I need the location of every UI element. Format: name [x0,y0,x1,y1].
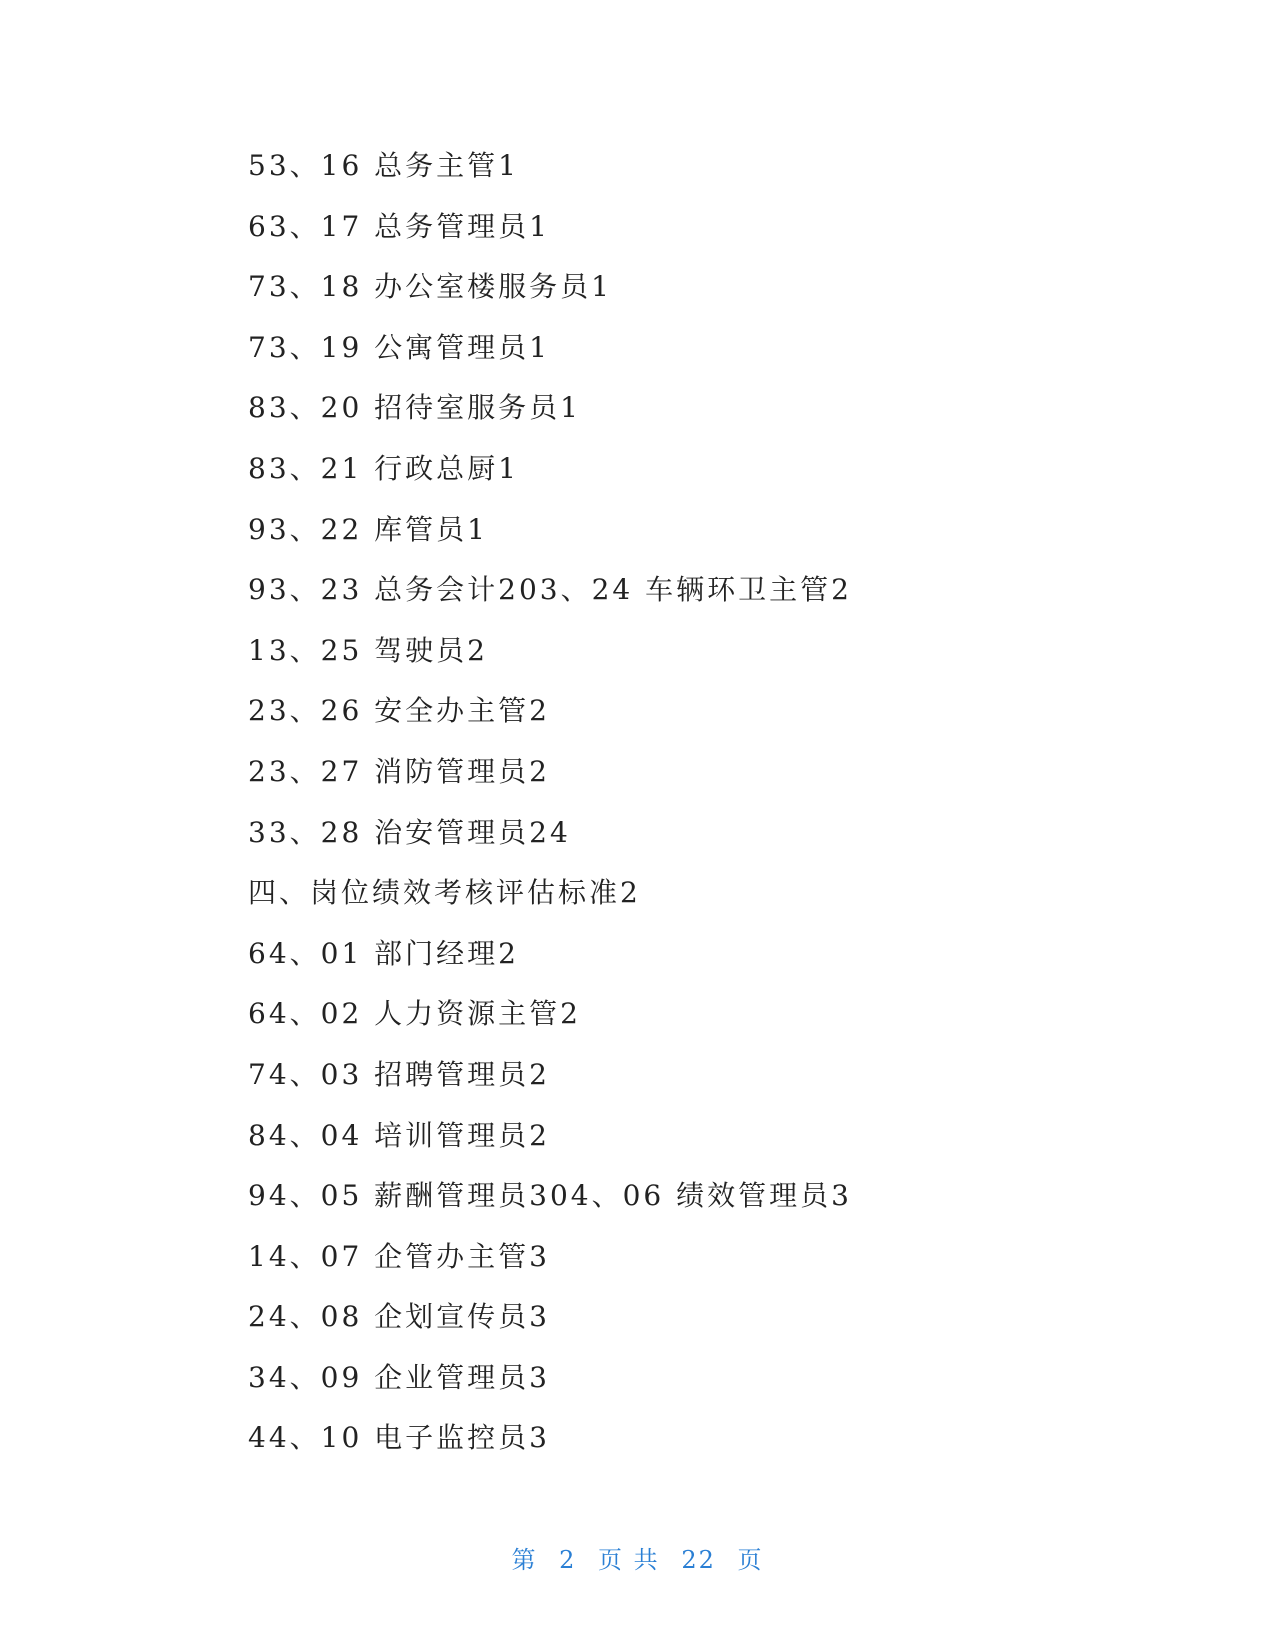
toc-line: 63、17 总务管理员1 [248,209,550,243]
toc-line: 93、23 总务会计203、24 车辆环卫主管2 [248,573,852,607]
toc-line: 23、26 安全办主管2 [248,694,550,728]
toc-line: 64、01 部门经理2 [248,936,519,970]
toc-section-heading: 四、岗位绩效考核评估标准2 [248,876,641,910]
toc-line: 94、05 薪酬管理员304、06 绩效管理员3 [248,1179,852,1213]
footer-prefix: 第 [511,1546,538,1574]
toc-line: 23、27 消防管理员2 [248,754,550,788]
toc-line: 44、10 电子监控员3 [248,1421,550,1455]
toc-line: 34、09 企业管理员3 [248,1360,550,1394]
toc-line: 93、22 库管员1 [248,512,488,546]
toc-line: 84、04 培训管理员2 [248,1118,550,1152]
table-of-contents [248,148,1148,1481]
toc-line: 33、28 治安管理员24 [248,815,571,849]
toc-line: 73、19 公寓管理员1 [248,330,550,364]
toc-line: 73、18 办公室楼服务员1 [248,270,612,304]
toc-line: 64、02 人力资源主管2 [248,997,581,1031]
toc-line: 74、03 招聘管理员2 [248,1057,550,1091]
page-footer [0,1540,1275,1575]
toc-line: 14、07 企管办主管3 [248,1239,550,1273]
footer-total-pages: 22 [681,1546,716,1574]
toc-line: 13、25 驾驶员2 [248,633,488,667]
footer-middle: 页 共 [598,1546,660,1574]
toc-line: 53、16 总务主管1 [248,149,519,182]
toc-line: 83、21 行政总厨1 [248,451,519,485]
footer-current-page: 2 [559,1546,577,1574]
toc-line: 24、08 企划宣传员3 [248,1300,550,1334]
toc-line: 83、20 招待室服务员1 [248,391,581,425]
footer-suffix: 页 [737,1546,764,1574]
